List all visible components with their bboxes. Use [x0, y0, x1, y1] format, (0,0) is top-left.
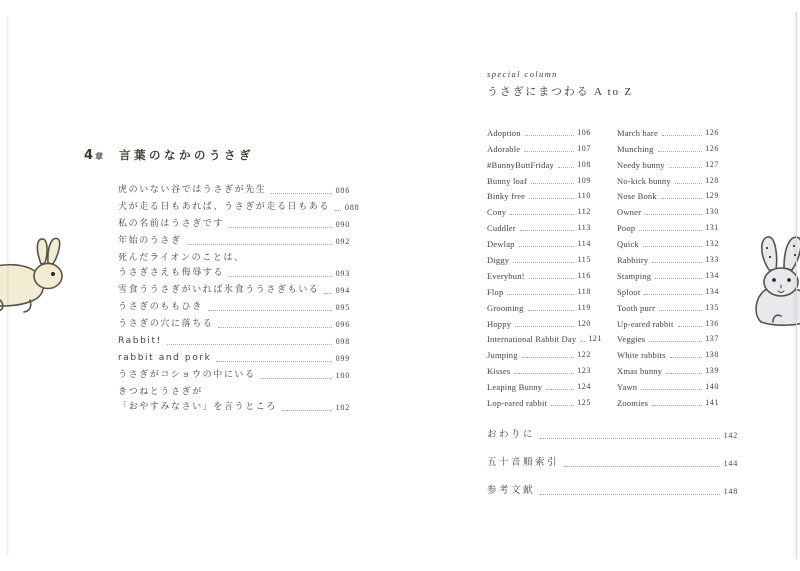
toc-entry-label: うさぎさえも侮辱する	[118, 268, 225, 278]
toc-entry-row	[617, 360, 719, 376]
toc-entry-label: Dewlap	[487, 239, 515, 250]
toc-entry	[487, 344, 591, 360]
toc-entry-row	[487, 122, 591, 138]
toc-entry-label: うさぎの穴に落ちる	[118, 319, 214, 329]
toc-entry-label: Flop	[487, 286, 504, 297]
right-page	[487, 69, 765, 512]
toc-entry-label: Poop	[617, 223, 636, 234]
toc-entry	[617, 122, 719, 138]
dotted-leader	[540, 494, 720, 495]
toc-entry	[617, 297, 719, 313]
toc-entry	[487, 360, 591, 376]
toc-entry	[487, 376, 591, 392]
chapter-number: 4章	[84, 148, 105, 163]
toc-entry-row	[487, 249, 591, 265]
rabbit-illustration-left-icon	[0, 234, 76, 316]
toc-entry-label: Adorable	[487, 143, 521, 154]
page-number: 088	[345, 203, 360, 212]
page-number: 130	[705, 207, 719, 217]
toc-entry	[118, 235, 350, 247]
toc-entry	[617, 186, 719, 202]
dotted-leader	[519, 246, 575, 247]
dotted-leader	[531, 183, 574, 184]
toc-entry-row	[487, 313, 591, 329]
toc-entry-row	[617, 281, 719, 297]
toc-entry-row	[617, 170, 719, 186]
toc-entry-label: 参考文献	[487, 485, 536, 497]
toc-entry-label: Xmas bunny	[617, 366, 663, 377]
toc-entry-label: Owner	[617, 207, 642, 218]
toc-entry-label: International Rabbit Day	[487, 334, 577, 345]
page-number: 108	[577, 159, 591, 169]
dotted-leader	[261, 378, 332, 379]
page-number: 126	[705, 143, 719, 153]
toc-entry-row	[617, 154, 719, 170]
toc-entry-row	[118, 352, 350, 364]
dotted-leader	[658, 151, 703, 152]
toc-entry	[617, 217, 719, 233]
toc-entry-row	[118, 218, 350, 230]
toc-entry	[118, 284, 350, 296]
dotted-leader	[564, 466, 720, 467]
dotted-leader	[514, 373, 574, 374]
toc-entry-label: Everybun!	[487, 270, 525, 281]
toc-entry	[487, 281, 591, 297]
toc-entry	[487, 186, 591, 202]
toc-entry	[487, 265, 591, 281]
toc-entry-row	[617, 186, 719, 202]
toc-entry	[487, 170, 591, 186]
dotted-leader	[208, 310, 332, 311]
page-number: 100	[335, 371, 350, 380]
page-number: 137	[705, 334, 719, 344]
toc-entry-label: Zoomies	[617, 398, 649, 409]
toc-entry-label: Needy bunny	[617, 159, 665, 170]
toc-entry	[487, 233, 591, 249]
toc-entry	[487, 297, 591, 313]
dotted-leader	[649, 341, 702, 342]
dotted-leader	[540, 438, 720, 439]
toc-entry-row	[118, 335, 350, 347]
toc-entry-row	[487, 201, 591, 217]
dotted-leader	[641, 389, 702, 390]
toc-entry	[118, 252, 350, 279]
dotted-leader	[515, 326, 574, 327]
toc-entry-row	[487, 170, 591, 186]
toc-entry-label: 五十音順索引	[487, 457, 560, 469]
dotted-leader	[167, 344, 332, 345]
dotted-leader	[529, 278, 575, 279]
toc-entry	[617, 360, 719, 376]
page-number: 109	[577, 175, 591, 185]
dotted-leader	[229, 227, 332, 228]
toc-entry	[617, 138, 719, 154]
toc-entry	[617, 329, 719, 345]
dotted-leader	[524, 151, 574, 152]
atoz-column-1	[487, 122, 603, 409]
toc-entry	[617, 201, 719, 217]
toc-entry	[617, 233, 719, 249]
page-number: 124	[577, 382, 591, 392]
dotted-leader	[522, 357, 575, 358]
dotted-leader	[643, 246, 702, 247]
page-number: 122	[577, 350, 591, 360]
page-number: 114	[577, 239, 591, 249]
page-number: 138	[705, 350, 719, 360]
dotted-leader	[652, 262, 702, 263]
toc-entry-row	[617, 313, 719, 329]
toc-entry-row	[487, 233, 591, 249]
dotted-leader	[655, 278, 702, 279]
toc-entry	[617, 392, 719, 408]
page-number: 098	[335, 337, 350, 346]
toc-entry	[487, 154, 591, 170]
toc-entry-row	[118, 267, 350, 279]
right-page-edge	[796, 12, 797, 559]
toc-entry-row	[617, 138, 719, 154]
dotted-leader	[675, 183, 702, 184]
dotted-leader	[218, 327, 331, 328]
toc-entry-label: 虎のいない谷ではうさぎが先生	[118, 185, 267, 195]
page-number: 125	[577, 398, 591, 408]
toc-entry	[487, 329, 603, 345]
toc-entry	[617, 376, 719, 392]
page-number: 099	[335, 354, 350, 363]
page-number: 115	[577, 255, 591, 265]
dotted-leader	[546, 389, 574, 390]
toc-entry-label: 犬が走る日もあれば、うさぎが走る日もある	[118, 202, 331, 212]
atoz-columns	[487, 122, 765, 408]
dotted-leader	[525, 135, 574, 136]
dotted-leader	[551, 405, 574, 406]
dotted-leader	[666, 373, 702, 374]
toc-entry-row	[617, 201, 719, 217]
chapter-heading	[84, 147, 356, 163]
page-number: 095	[335, 303, 350, 312]
page-number: 120	[577, 318, 591, 328]
toc-entry-label: Nose Bonk	[617, 191, 657, 202]
dotted-leader	[513, 262, 574, 263]
special-column-title: うさぎにまつわる A to Z	[487, 86, 633, 98]
toc-entry-row	[118, 318, 350, 330]
toc-entry-label: 雪食ううさぎがいれば氷食ううさぎもいる	[118, 285, 320, 295]
toc-entry-row	[487, 329, 603, 345]
toc-entry	[487, 456, 738, 469]
page-number: 123	[577, 366, 591, 376]
dotted-leader	[335, 210, 341, 211]
page-number: 139	[705, 366, 719, 376]
toc-entry-label: 年始のうさぎ	[118, 236, 182, 246]
toc-entry-label: March hare	[617, 127, 658, 138]
toc-entry-label-line: きつねとうさぎが	[118, 387, 203, 397]
toc-entry-label: Veggies	[617, 334, 646, 345]
dotted-leader	[670, 357, 703, 358]
toc-entry	[487, 122, 591, 138]
page-number: 134	[705, 270, 719, 280]
toc-entry-label: 「おやすみなさい」を言うところ	[118, 402, 278, 412]
toc-entry	[118, 218, 350, 230]
toc-entry-label: Munching	[617, 143, 654, 154]
toc-entry-label: rabbit and pork	[118, 353, 212, 363]
toc-entry-row	[617, 265, 719, 281]
page-number: 106	[577, 127, 591, 137]
dotted-leader	[507, 294, 574, 295]
toc-entry	[617, 265, 719, 281]
toc-entry-row	[487, 360, 591, 376]
toc-entry	[118, 318, 350, 330]
page-number: 136	[705, 318, 719, 328]
dotted-leader	[282, 410, 332, 411]
page-number: 133	[705, 255, 719, 265]
toc-entry-label: Stamping	[617, 270, 652, 281]
page-number: 131	[705, 223, 719, 233]
page-number: 086	[335, 186, 350, 195]
toc-entry-row	[487, 344, 591, 360]
toc-entry-row	[487, 428, 738, 441]
toc-entry-row	[487, 154, 591, 170]
toc-entry-row	[617, 249, 719, 265]
backmatter-list	[487, 428, 738, 497]
toc-entry-row	[487, 265, 591, 281]
toc-entry	[617, 249, 719, 265]
toc-entry-row	[487, 138, 591, 154]
toc-entry	[487, 138, 591, 154]
page-number: 119	[577, 302, 591, 312]
toc-entry-row	[617, 329, 719, 345]
page-number: 118	[577, 286, 591, 296]
toc-entry-row	[118, 401, 350, 413]
toc-entry-label: Jumping	[487, 350, 518, 361]
toc-entry-label: Binky free	[487, 191, 526, 202]
toc-entry-row	[487, 217, 591, 233]
chapter-title: 言葉のなかのうさぎ	[119, 148, 255, 162]
toc-entry-label: Adoption	[487, 127, 521, 138]
toc-entry-row	[487, 281, 591, 297]
toc-entry-row	[118, 284, 350, 296]
page-number: 134	[705, 286, 719, 296]
toc-entry	[487, 428, 738, 441]
page-number: 129	[705, 191, 719, 201]
toc-entry-label: Quick	[617, 239, 639, 250]
toc-entry-label: Kisses	[487, 366, 511, 377]
toc-entry	[487, 313, 591, 329]
page-number: 128	[705, 175, 719, 185]
toc-entry-label: Cony	[487, 207, 507, 218]
dotted-leader	[659, 310, 702, 311]
toc-entry-row	[617, 344, 719, 360]
toc-entry	[487, 201, 591, 217]
toc-entry-label: うさぎのももひき	[118, 302, 203, 312]
toc-entry	[487, 217, 591, 233]
dotted-leader	[669, 167, 702, 168]
toc-entry-label: Rabbit!	[118, 336, 162, 346]
left-page-edge	[7, 16, 10, 555]
toc-entry-row	[617, 122, 719, 138]
toc-entry	[118, 335, 350, 347]
page-number: 112	[577, 207, 591, 217]
chapter-toc-list	[118, 184, 360, 413]
toc-entry	[487, 484, 738, 497]
toc-entry-label: White rabbits	[617, 350, 666, 361]
dotted-leader	[678, 326, 703, 327]
toc-entry-row	[487, 376, 591, 392]
toc-entry-row	[617, 233, 719, 249]
toc-entry-row	[487, 484, 738, 497]
toc-entry	[118, 352, 350, 364]
toc-entry-row	[118, 201, 360, 213]
chapter-suffix: 章	[95, 152, 105, 161]
toc-entry-row	[487, 392, 591, 408]
page-number: 144	[723, 459, 738, 469]
page-number: 096	[335, 320, 350, 329]
page-number: 093	[335, 269, 350, 278]
toc-entry	[487, 249, 591, 265]
page-number: 094	[335, 286, 350, 295]
toc-entry-label: Grooming	[487, 302, 524, 313]
page-number: 116	[577, 270, 591, 280]
toc-entry	[118, 201, 360, 213]
dotted-leader	[229, 276, 332, 277]
dotted-leader	[558, 167, 574, 168]
toc-entry-label: Lop-eared rabbit	[487, 398, 548, 409]
toc-entry	[617, 281, 719, 297]
dotted-leader	[652, 405, 702, 406]
toc-entry-label: Cuddler	[487, 223, 516, 234]
toc-entry-label: Yawn	[617, 382, 638, 393]
dotted-leader	[644, 294, 702, 295]
dotted-leader	[639, 230, 702, 231]
atoz-column-2	[617, 122, 719, 408]
dotted-leader	[661, 198, 702, 199]
dotted-leader	[510, 214, 574, 215]
dotted-leader	[187, 244, 332, 245]
page-number: 113	[577, 223, 591, 233]
toc-entry-label: おわりに	[487, 429, 536, 441]
toc-entry-label-line: 死んだライオンのことは、	[118, 253, 245, 263]
toc-entry-row	[617, 392, 719, 408]
toc-entry	[118, 301, 350, 313]
toc-entry	[617, 313, 719, 329]
page-number: 090	[335, 220, 350, 229]
dotted-leader	[324, 293, 331, 294]
toc-entry	[118, 369, 350, 381]
page-number: 141	[705, 398, 719, 408]
page-number: 135	[705, 302, 719, 312]
dotted-leader	[529, 198, 574, 199]
special-column-label: special column	[487, 69, 558, 79]
page-number: 127	[705, 159, 719, 169]
toc-entry-label: Sploot	[617, 286, 641, 297]
toc-entry-row	[118, 301, 350, 313]
toc-entry-label: Leaping Bunny	[487, 382, 543, 393]
toc-entry-row	[617, 297, 719, 313]
toc-entry	[118, 386, 350, 413]
dotted-leader	[216, 361, 331, 362]
toc-entry-label: 私の名前はうさぎです	[118, 219, 225, 229]
dotted-leader	[271, 193, 331, 194]
toc-entry-row	[118, 369, 350, 381]
toc-entry-label: うさぎがコショウの中にいる	[118, 370, 256, 380]
dotted-leader	[580, 341, 585, 342]
page-number: 140	[705, 382, 719, 392]
toc-entry-row	[487, 297, 591, 313]
toc-entry-label: #BunnyButtFriday	[487, 159, 554, 170]
toc-entry-row	[118, 184, 350, 196]
toc-entry-row	[617, 217, 719, 233]
page-number: 142	[723, 431, 738, 441]
toc-entry-label: Up-eared rabbit	[617, 318, 674, 329]
toc-entry-row	[118, 235, 350, 247]
page-number: 121	[588, 334, 603, 344]
toc-entry-row	[487, 456, 738, 469]
left-page	[84, 147, 360, 418]
page-number: 107	[577, 143, 591, 153]
toc-entry-label: Tooth purr	[617, 302, 655, 313]
page-number: 126	[705, 127, 719, 137]
toc-entry	[487, 392, 591, 408]
toc-entry	[617, 170, 719, 186]
toc-entry-label: Bunny loaf	[487, 175, 528, 186]
dotted-leader	[528, 310, 575, 311]
toc-entry-label: Diggy	[487, 255, 510, 266]
page-number: 092	[335, 237, 350, 246]
toc-entry	[118, 184, 350, 196]
toc-entry	[617, 344, 719, 360]
dotted-leader	[662, 135, 702, 136]
page-number: 102	[335, 403, 350, 412]
page-number: 148	[723, 487, 738, 497]
toc-entry-label: Rabbitry	[617, 255, 649, 266]
dotted-leader	[645, 214, 702, 215]
toc-entry-label: No-kick bunny	[617, 175, 671, 186]
toc-entry-row	[487, 186, 591, 202]
toc-entry-label: Hoppy	[487, 318, 512, 329]
page-number: 110	[577, 191, 591, 201]
toc-entry-row	[617, 376, 719, 392]
page-number: 132	[705, 239, 719, 249]
dotted-leader	[520, 230, 575, 231]
toc-entry	[617, 154, 719, 170]
